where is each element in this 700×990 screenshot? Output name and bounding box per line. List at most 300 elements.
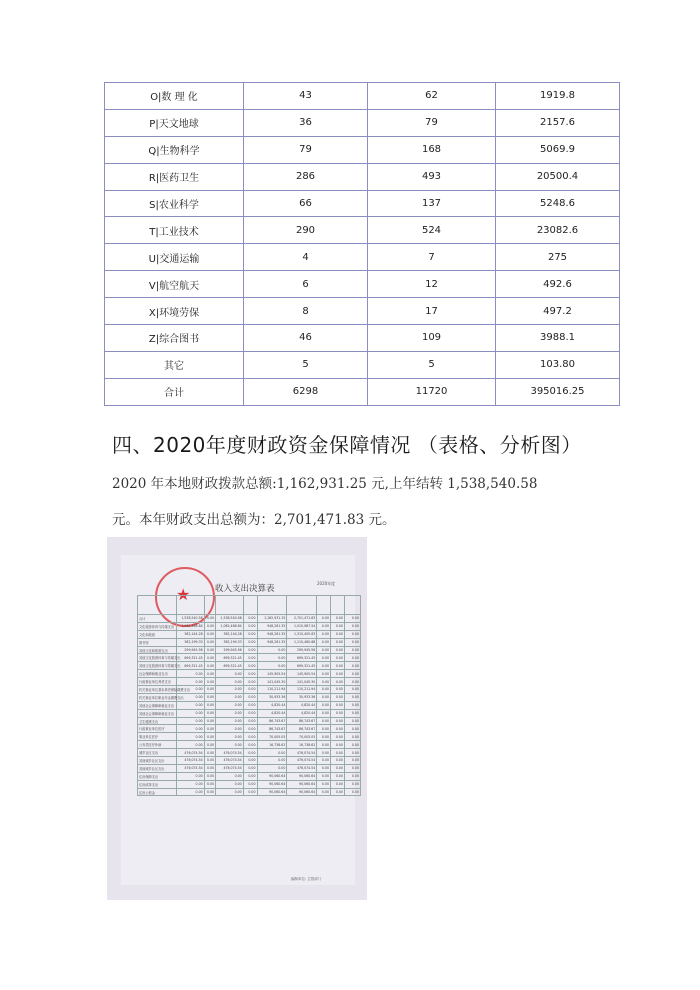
table-cell: R|医药卫生 (105, 163, 244, 190)
scan-cell: 0.00 (216, 741, 244, 749)
scan-cell: 0.00 (344, 686, 360, 694)
scan-row (138, 615, 361, 623)
scan-cell: 0.00 (331, 678, 345, 686)
scan-cell: 70,005.05 (287, 733, 317, 741)
scan-cell: 70,005.05 (257, 733, 287, 741)
scan-cell: 0.00 (344, 654, 360, 662)
scan-cell: 0.00 (317, 709, 331, 717)
scan-cell: 0.00 (216, 780, 244, 788)
scan-cell: 362,144.28 (216, 630, 244, 638)
scan-cell: 0.00 (331, 622, 345, 630)
scan-cell: 86,743.67 (257, 717, 287, 725)
scan-cell: 0.00 (317, 788, 331, 796)
scan-cell: 0.00 (317, 638, 331, 646)
scan-cell: 1,310,405.63 (287, 630, 317, 638)
scan-cell: 其他文化旅游体育与传媒支出 (138, 662, 177, 670)
scan-cell: 0.00 (216, 686, 244, 694)
scan-cell: 0.00 (243, 757, 257, 765)
scan-cell: 476,074.54 (177, 749, 205, 757)
scan-row (138, 788, 361, 796)
scan-cell: 90,060.64 (257, 788, 287, 796)
scan-cell: 0.00 (344, 741, 360, 749)
table-cell: 395016.25 (496, 378, 620, 405)
scan-footer: 编制单位: 主管部门 (291, 877, 322, 881)
seal-star-icon: ★ (176, 585, 191, 604)
scan-cell: 476,074.54 (216, 757, 244, 765)
scan-cell: 1,538,540.58 (177, 615, 205, 623)
scan-cell: 0.00 (216, 725, 244, 733)
scan-row (138, 701, 361, 709)
scan-cell: 0.00 (204, 678, 215, 686)
scan-cell: 0.00 (257, 662, 287, 670)
scan-row (138, 764, 361, 772)
scan-cell: 0.00 (177, 733, 205, 741)
scan-cell: 0.00 (331, 725, 345, 733)
scan-row (138, 654, 361, 662)
scan-cell: 0.00 (331, 693, 345, 701)
scan-cell: 0.00 (243, 717, 257, 725)
scan-cell: 1,010,987.54 (287, 622, 317, 630)
scan-cell: 0.00 (317, 646, 331, 654)
table-cell: 8 (244, 298, 368, 325)
table-cell: 43 (244, 83, 368, 110)
scan-row (138, 733, 361, 741)
scan-cell: 0.00 (177, 780, 205, 788)
table-cell: 66 (244, 190, 368, 217)
scan-cell: 0.00 (331, 733, 345, 741)
scan-cell: 0.00 (331, 749, 345, 757)
scan-cell: 0.00 (204, 772, 215, 780)
scan-cell: 0.00 (204, 709, 215, 717)
scan-header-cell (287, 596, 317, 615)
scan-cell: 其他文化和旅游支出 (138, 646, 177, 654)
scan-cell: 0.00 (204, 662, 215, 670)
scan-cell: 0.00 (317, 749, 331, 757)
table-cell: T|工业技术 (105, 217, 244, 244)
table-cell: 524 (368, 217, 496, 244)
scan-cell: 0.00 (317, 662, 331, 670)
table-cell: 20500.4 (496, 163, 620, 190)
scan-cell: 0.00 (216, 772, 244, 780)
scan-cell: 0.00 (243, 693, 257, 701)
table-row (105, 244, 620, 271)
scan-cell: 362,199.33 (177, 638, 205, 646)
scan-cell: 1,538,540.58 (216, 615, 244, 623)
table-cell: 168 (368, 136, 496, 163)
scan-cell: 0.00 (317, 780, 331, 788)
scan-cell: 文化和旅游 (138, 630, 177, 638)
scan-row (138, 717, 361, 725)
scan-cell: 其他城乡社区支出 (138, 764, 177, 772)
table-cell: Q|生物科学 (105, 136, 244, 163)
table-cell: 5248.6 (496, 190, 620, 217)
scan-table (137, 595, 361, 796)
scan-header-cell (243, 596, 257, 615)
scan-header-cell (138, 596, 177, 615)
scan-cell: 0.00 (317, 615, 331, 623)
scan-cell: 0.00 (204, 733, 215, 741)
scan-cell: 86,743.67 (287, 725, 317, 733)
funding-paragraph-line-1: 2020 年本地财政拨款总额:1,162,931.25 元,上年结转 1,538,540.58 (112, 476, 538, 492)
scan-header-row (138, 596, 361, 615)
scan-cell: 0.00 (243, 772, 257, 780)
scan-cell: 0.00 (344, 693, 360, 701)
scan-cell: 0.00 (344, 701, 360, 709)
scan-cell: 0.00 (344, 764, 360, 772)
scan-year: 2020年度 (317, 581, 336, 586)
scan-cell: 住房公积金 (138, 788, 177, 796)
scan-header-cell (344, 596, 360, 615)
scan-cell: 0.00 (243, 670, 257, 678)
scan-cell: 476,074.54 (287, 757, 317, 765)
scan-cell: 0.00 (344, 749, 360, 757)
table-row (105, 351, 620, 378)
scan-cell: 0.00 (344, 725, 360, 733)
scan-cell: 86,743.67 (287, 717, 317, 725)
scan-cell: 90,060.64 (287, 788, 317, 796)
scan-cell: 0.00 (257, 646, 287, 654)
scan-cell: 0.00 (331, 717, 345, 725)
scan-cell: 0.00 (331, 638, 345, 646)
table-cell: 497.2 (496, 298, 620, 325)
scan-cell: 行政事业单位养老支出 (138, 678, 177, 686)
scan-row (138, 646, 361, 654)
scan-header-cell (204, 596, 215, 615)
scan-cell: 90,060.64 (287, 780, 317, 788)
scan-cell: 145,905.54 (257, 670, 287, 678)
scan-cell: 476,074.54 (177, 764, 205, 772)
scan-cell: 0.00 (243, 686, 257, 694)
scan-cell: 0.00 (177, 701, 205, 709)
scan-cell: 299,945.56 (177, 646, 205, 654)
scan-cell: 0.00 (216, 733, 244, 741)
scan-cell: 0.00 (317, 686, 331, 694)
scan-cell: 0.00 (243, 741, 257, 749)
scan-cell: 0.00 (243, 733, 257, 741)
funding-paragraph-line-2: 元。本年财政支出总额为：2,701,471.83 元。 (112, 512, 396, 528)
scan-cell: 0.00 (216, 788, 244, 796)
table-cell: O|数 理 化 (105, 83, 244, 110)
scan-row (138, 693, 361, 701)
table-row (105, 271, 620, 298)
scan-cell: 0.00 (204, 780, 215, 788)
scan-row (138, 678, 361, 686)
scan-cell: 卫生健康支出 (138, 717, 177, 725)
table-cell: 5 (368, 351, 496, 378)
scan-cell: 699,321.45 (177, 654, 205, 662)
scan-cell: 0.00 (331, 662, 345, 670)
table-row (105, 217, 620, 244)
scan-cell: 住房改革支出 (138, 780, 177, 788)
scan-cell: 0.00 (216, 693, 244, 701)
scan-cell: 1,162,931.25 (257, 615, 287, 623)
table-cell: X|环境劳保 (105, 298, 244, 325)
table-cell: 7 (368, 244, 496, 271)
scan-row (138, 622, 361, 630)
scan-cell: 0.00 (344, 709, 360, 717)
scan-cell: 0.00 (204, 725, 215, 733)
scan-cell: 行政事业单位医疗 (138, 725, 177, 733)
scan-cell: 0.00 (204, 646, 215, 654)
scan-cell: 0.00 (331, 670, 345, 678)
table-cell: 62 (368, 83, 496, 110)
scan-cell: 0.00 (317, 670, 331, 678)
scan-cell: 0.00 (331, 764, 345, 772)
scan-cell: 其他城乡社区支出 (138, 757, 177, 765)
scan-cell: 0.00 (331, 654, 345, 662)
scan-cell: 0.00 (204, 693, 215, 701)
scan-cell: 0.00 (204, 717, 215, 725)
scan-cell: 30,933.36 (257, 693, 287, 701)
scan-cell: 2,701,471.83 (287, 615, 317, 623)
scan-cell: 0.00 (204, 686, 215, 694)
scan-cell: 90,060.64 (287, 772, 317, 780)
scan-cell: 事业单位医疗 (138, 733, 177, 741)
scan-cell: 0.00 (331, 772, 345, 780)
scan-cell: 0.00 (177, 788, 205, 796)
scan-cell: 0.00 (204, 764, 215, 772)
table-cell: 4 (244, 244, 368, 271)
scan-cell: 0.00 (243, 615, 257, 623)
scan-cell: 30,933.36 (287, 693, 317, 701)
table-cell: 6 (244, 271, 368, 298)
scan-cell: 0.00 (243, 788, 257, 796)
scan-row (138, 709, 361, 717)
scan-cell: 图书馆 (138, 638, 177, 646)
scan-cell: 0.00 (243, 638, 257, 646)
scan-cell: 0.00 (204, 654, 215, 662)
scan-cell: 合计 (138, 615, 177, 623)
scan-cell: 0.00 (331, 780, 345, 788)
scan-header-cell (257, 596, 287, 615)
scan-cell: 4,820.44 (257, 701, 287, 709)
scan-cell: 0.00 (204, 670, 215, 678)
scan-cell: 0.00 (204, 615, 215, 623)
table-cell: 290 (244, 217, 368, 244)
table-cell: 3988.1 (496, 325, 620, 352)
scan-cell: 0.00 (204, 622, 215, 630)
scan-cell: 476,074.54 (216, 764, 244, 772)
table-cell: 23082.6 (496, 217, 620, 244)
scan-cell: 0.00 (344, 630, 360, 638)
scan-header-cell (331, 596, 345, 615)
scan-cell: 699,321.45 (216, 654, 244, 662)
scan-cell: 0.00 (216, 678, 244, 686)
scan-cell: 0.00 (317, 654, 331, 662)
scan-cell: 机关事业单位基本养老保险缴费支出 (138, 686, 177, 694)
scan-cell: 476,074.54 (287, 764, 317, 772)
scan-cell: 476,074.54 (216, 749, 244, 757)
scan-cell: 0.00 (257, 757, 287, 765)
scan-cell: 0.00 (204, 749, 215, 757)
scan-cell: 0.00 (317, 630, 331, 638)
scan-cell: 0.00 (177, 670, 205, 678)
scan-cell: 1,110,460.68 (287, 638, 317, 646)
scan-cell: 0.00 (243, 654, 257, 662)
scan-cell: 0.00 (177, 772, 205, 780)
scan-cell: 0.00 (331, 757, 345, 765)
scan-cell: 0.00 (177, 725, 205, 733)
table-cell: 275 (496, 244, 620, 271)
scan-cell: 699,321.45 (287, 662, 317, 670)
scan-cell: 699,321.45 (216, 662, 244, 670)
scan-cell: 0.00 (331, 630, 345, 638)
scan-cell: 0.00 (317, 741, 331, 749)
table-cell: Z|综合图书 (105, 325, 244, 352)
scanned-budget-document (107, 537, 367, 900)
scan-cell: 0.00 (331, 788, 345, 796)
table-row (105, 163, 620, 190)
scan-cell: 文化旅游体育与传媒支出 (138, 622, 177, 630)
scan-cell: 362,144.28 (177, 630, 205, 638)
scan-cell: 948,261.35 (257, 638, 287, 646)
scan-cell: 16,738.62 (257, 741, 287, 749)
scan-title: 收入支出决算表 (215, 584, 275, 594)
scan-cell: 0.00 (177, 693, 205, 701)
scan-cell: 0.00 (177, 686, 205, 694)
table-cell: 6298 (244, 378, 368, 405)
scan-row (138, 630, 361, 638)
scan-cell: 0.00 (243, 630, 257, 638)
scan-cell: 0.00 (204, 630, 215, 638)
scan-cell: 948,261.35 (257, 622, 287, 630)
scan-cell: 0.00 (331, 686, 345, 694)
scan-cell: 299,945.56 (287, 646, 317, 654)
scan-cell: 0.00 (317, 622, 331, 630)
scan-row (138, 670, 361, 678)
scan-cell: 其他社会保障和就业支出 (138, 701, 177, 709)
table-row (105, 136, 620, 163)
scan-cell: 145,905.54 (287, 670, 317, 678)
table-row (105, 298, 620, 325)
scan-row (138, 638, 361, 646)
scan-cell: 0.00 (257, 654, 287, 662)
scan-cell: 0.00 (177, 709, 205, 717)
scan-cell: 0.00 (331, 741, 345, 749)
scanned-page (121, 555, 359, 885)
table-row (105, 109, 620, 136)
scan-header-cell (216, 596, 244, 615)
table-cell: 79 (244, 136, 368, 163)
scan-cell: 0.00 (317, 717, 331, 725)
scan-cell: 699,321.45 (287, 654, 317, 662)
scan-cell: 0.00 (344, 670, 360, 678)
scan-cell: 社会保障和就业支出 (138, 670, 177, 678)
scan-cell: 110,211.94 (257, 686, 287, 694)
scan-cell: 299,945.56 (216, 646, 244, 654)
table-cell: U|交通运输 (105, 244, 244, 271)
scan-cell: 0.00 (344, 615, 360, 623)
table-cell: 103.80 (496, 351, 620, 378)
scan-cell: 1,062,466.84 (216, 622, 244, 630)
scan-cell: 4,820.44 (287, 709, 317, 717)
table-cell: V|航空航天 (105, 271, 244, 298)
scan-row (138, 686, 361, 694)
table-cell: 2157.6 (496, 109, 620, 136)
table-cell: 11720 (368, 378, 496, 405)
table-cell: 137 (368, 190, 496, 217)
table-cell: P|天文地球 (105, 109, 244, 136)
scan-cell: 141,045.30 (287, 678, 317, 686)
scan-cell: 公务员医疗补助 (138, 741, 177, 749)
scan-cell: 141,045.30 (257, 678, 287, 686)
scan-cell: 16,738.62 (287, 741, 317, 749)
scan-cell: 0.00 (243, 646, 257, 654)
scan-cell: 4,820.44 (257, 709, 287, 717)
scan-cell: 4,820.44 (287, 701, 317, 709)
scan-cell: 机关事业单位职业年金缴费支出 (138, 693, 177, 701)
table-cell: 46 (244, 325, 368, 352)
scan-cell: 0.00 (243, 725, 257, 733)
scan-cell: 0.00 (344, 733, 360, 741)
scan-cell: 0.00 (331, 709, 345, 717)
scan-row (138, 772, 361, 780)
table-cell: 79 (368, 109, 496, 136)
scan-cell: 0.00 (344, 678, 360, 686)
scan-cell: 其他社会保障和就业支出 (138, 709, 177, 717)
scan-cell: 0.00 (243, 749, 257, 757)
table-cell: 1919.8 (496, 83, 620, 110)
scan-cell: 0.00 (204, 741, 215, 749)
scan-cell: 0.00 (344, 638, 360, 646)
scan-cell: 90,060.64 (257, 772, 287, 780)
table-cell: 493 (368, 163, 496, 190)
scan-cell: 0.00 (257, 749, 287, 757)
scan-cell: 0.00 (216, 717, 244, 725)
table-cell: 286 (244, 163, 368, 190)
scan-cell: 476,074.54 (177, 757, 205, 765)
scan-cell: 0.00 (177, 717, 205, 725)
table-cell: 492.6 (496, 271, 620, 298)
scan-row (138, 780, 361, 788)
scan-header-cell (177, 596, 205, 615)
scan-cell: 0.00 (317, 733, 331, 741)
scan-cell: 476,074.54 (287, 749, 317, 757)
scan-cell: 0.00 (177, 741, 205, 749)
scan-cell: 0.00 (243, 662, 257, 670)
scan-cell: 0.00 (344, 780, 360, 788)
scan-cell: 城乡社区支出 (138, 749, 177, 757)
scan-cell: 0.00 (331, 646, 345, 654)
table-row (105, 378, 620, 405)
scan-cell: 699,321.45 (177, 662, 205, 670)
scan-header-cell (317, 596, 331, 615)
scan-cell: 362,199.33 (216, 638, 244, 646)
scan-cell: 0.00 (344, 622, 360, 630)
scan-cell: 0.00 (216, 670, 244, 678)
scan-cell: 0.00 (317, 757, 331, 765)
scan-cell: 0.00 (344, 772, 360, 780)
scan-cell: 0.00 (204, 757, 215, 765)
scan-cell: 0.00 (257, 764, 287, 772)
scan-cell: 90,060.64 (257, 780, 287, 788)
table-cell: 36 (244, 109, 368, 136)
table-row (105, 83, 620, 110)
scan-cell: 0.00 (243, 709, 257, 717)
scan-cell: 0.00 (317, 701, 331, 709)
scan-cell: 0.00 (204, 701, 215, 709)
scan-cell: 0.00 (344, 662, 360, 670)
scan-cell: 0.00 (317, 772, 331, 780)
scan-cell: 0.00 (317, 693, 331, 701)
scan-cell: 0.00 (204, 638, 215, 646)
table-cell: 12 (368, 271, 496, 298)
table-cell: 5069.9 (496, 136, 620, 163)
scan-cell: 住房保障支出 (138, 772, 177, 780)
scan-cell: 其他文化旅游体育与传媒支出 (138, 654, 177, 662)
scan-cell: 86,743.67 (257, 725, 287, 733)
scan-cell: 0.00 (216, 709, 244, 717)
